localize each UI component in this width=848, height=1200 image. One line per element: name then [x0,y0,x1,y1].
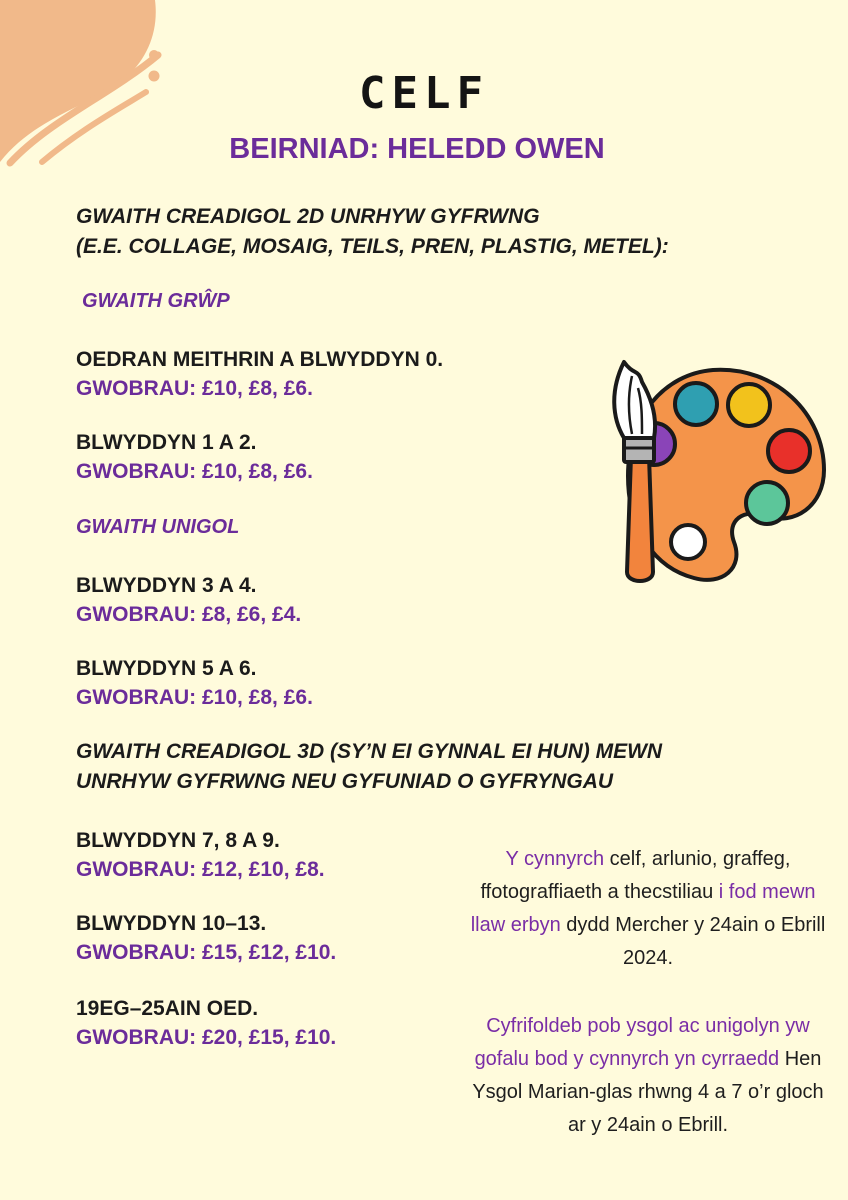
category-year-3-4 [76,571,301,629]
category-prizes: GWOBRAU: £10, £8, £6. [76,377,313,400]
note-text: dydd Mercher y 24ain o Ebrill 2024. [560,914,826,969]
page-title: CELF [359,68,489,119]
category-year-5-6 [76,654,313,712]
category-name: BLWYDDYN 5 A 6. [76,657,257,680]
judge-name: BEIRNIAD: HELEDD OWEN [229,133,605,165]
section-2d-heading [76,202,669,262]
note-highlight: Cyfrifoldeb pob ysgol ac unigolyn yw gofalu bod y cynnyrch yn cyrraedd [474,1015,810,1070]
individual-work-label: GWAITH UNIGOL [76,516,240,538]
category-name: BLWYDDYN 3 A 4. [76,574,257,597]
category-prizes: GWOBRAU: £10, £8, £6. [76,460,313,483]
category-name: BLWYDDYN 7, 8 A 9. [76,829,280,852]
section-3d-heading [76,737,662,797]
group-work-label: GWAITH GRŴP [82,290,230,312]
section-3d-heading-line1: GWAITH CREADIGOL 3D (SY’N EI GYNNAL EI HUN) MEWN [76,740,663,763]
category-year-1-2 [76,428,313,486]
category-year-10-13 [76,909,336,967]
paint-palette-icon [598,356,830,596]
section-2d-heading-line2: (E.E. COLLAGE, MOSAIG, TEILS, PREN, PLASTIG, METEL): [76,235,669,258]
category-name: OEDRAN MEITHRIN A BLWYDDYN 0. [76,348,444,371]
section-2d-heading-line1: GWAITH CREADIGOL 2D UNRHYW GYFRWNG [76,205,540,228]
category-prizes: GWOBRAU: £20, £15, £10. [76,1026,337,1049]
delivery-responsibility-note [468,1010,828,1142]
category-nursery [76,345,443,403]
category-prizes: GWOBRAU: £8, £6, £4. [76,603,302,626]
category-prizes: GWOBRAU: £15, £12, £10. [76,941,337,964]
category-name: BLWYDDYN 1 A 2. [76,431,257,454]
note-highlight: Y cynnyrch [505,848,605,870]
category-name: 19EG–25AIN OED. [76,997,259,1020]
note-highlight: i fod mewn llaw erbyn [470,881,816,936]
note-text: Hen Ysgol Marian-glas rhwng 4 a 7 o’r gloch ar y 24ain o Ebrill. [472,1048,824,1136]
category-prizes: GWOBRAU: £10, £8, £6. [76,686,313,709]
note-text: celf, arlunio, graffeg, ffotograffiaeth a thecstiliau [480,848,791,903]
category-prizes: GWOBRAU: £12, £10, £8. [76,858,325,881]
category-name: BLWYDDYN 10–13. [76,912,267,935]
section-3d-heading-line2: UNRHYW GYFRWNG NEU GYFUNIAD O GYFRYNGAU [76,770,614,793]
submission-deadline-note [468,843,828,975]
category-year-7-9 [76,826,325,884]
category-age-19-25 [76,994,336,1052]
